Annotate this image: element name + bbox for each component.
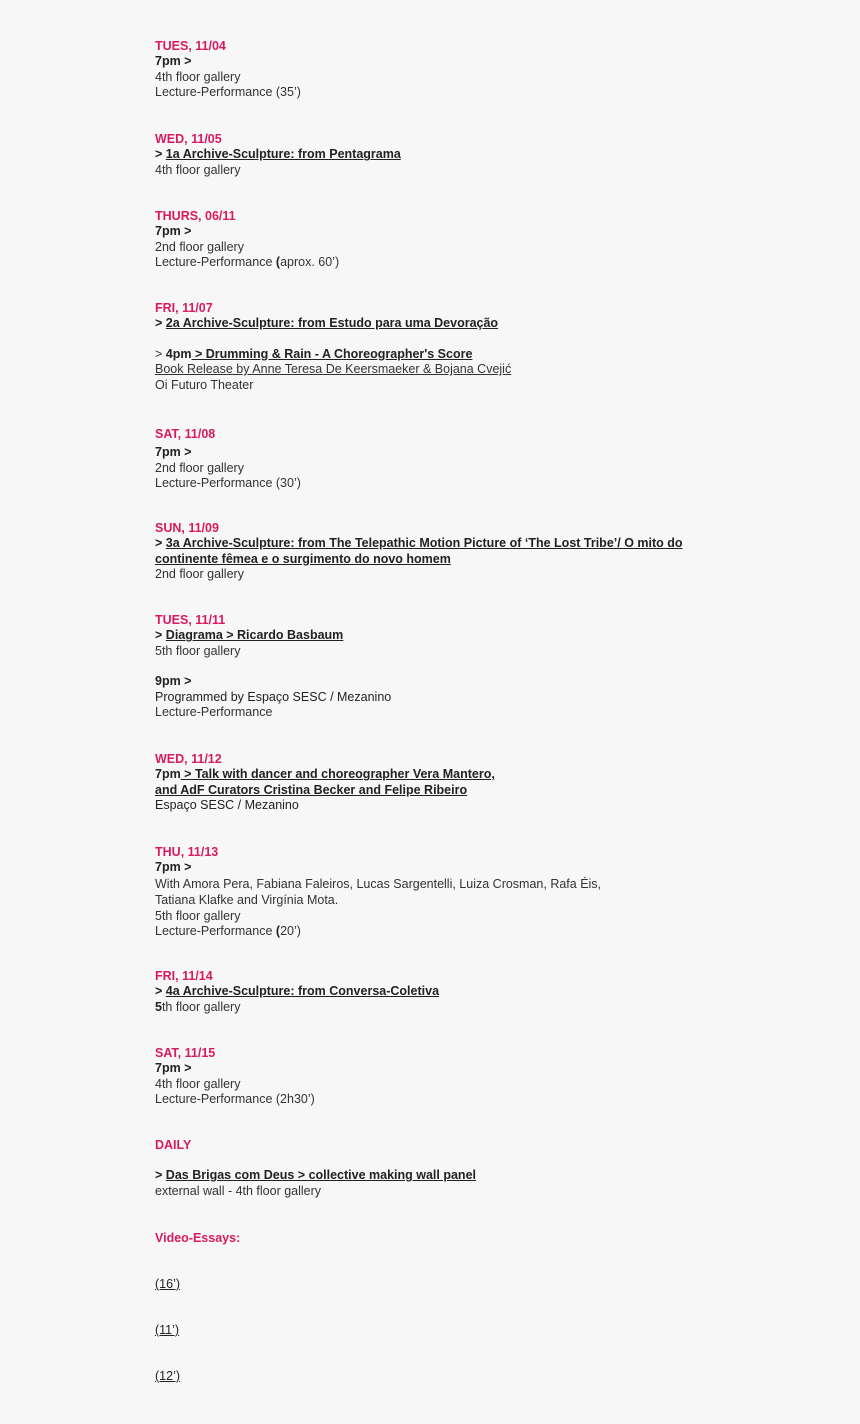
talk-link-cont[interactable]: and AdF Curators Cristina Becker and Felipe Ribeiro	[155, 782, 468, 797]
event-date: SUN, 11/09	[155, 521, 219, 535]
event-location: Oi Futuro Theater	[155, 377, 254, 392]
event-block	[155, 1046, 775, 1108]
event-time: 7pm >	[155, 445, 192, 460]
event-location: 2nd floor gallery	[155, 567, 244, 582]
event-date: SAT, 11/08	[155, 427, 216, 441]
event-date: FRI, 11/14	[155, 969, 213, 983]
daily-block	[155, 1138, 775, 1199]
video-item	[155, 1323, 775, 1338]
arrow: >	[155, 536, 163, 551]
daily-heading: DAILY	[155, 1138, 192, 1152]
event-time: 4pm	[165, 346, 192, 361]
event-location: 5th floor gallery	[155, 908, 241, 923]
event-time: 7pm >	[155, 54, 192, 69]
event-kind: Lecture-Performance (2h30’)	[155, 1092, 315, 1107]
video-item	[155, 1277, 775, 1292]
event-kind: Lecture-Performance (35’)	[155, 85, 301, 100]
programmed-by: Programmed by Espaço SESC / Mezanino	[155, 689, 392, 704]
event-link[interactable]: Diagrama > Ricardo Basbaum	[165, 628, 344, 643]
video-essay-link[interactable]: (12’)	[155, 1369, 181, 1383]
event-block	[155, 301, 775, 393]
event-block	[155, 969, 775, 1015]
event-location: 4th floor gallery	[155, 1076, 241, 1091]
talk-link[interactable]: > Talk with dancer and choreographer Vera Mantero,	[180, 767, 495, 782]
daily-link[interactable]: Das Brigas com Deus > collective making wall panel	[165, 1168, 476, 1183]
event-block	[155, 845, 775, 940]
book-link[interactable]: > Drumming & Rain - A Choreographer's Score	[191, 346, 473, 361]
event-location: Espaço SESC / Mezanino	[155, 798, 299, 813]
event-block	[155, 39, 775, 101]
event-time: 7pm	[155, 767, 181, 782]
event-block	[155, 521, 775, 583]
arrow: >	[155, 346, 163, 361]
event-link[interactable]: 1a Archive-Sculpture: from Pentagrama	[165, 147, 401, 162]
video-item	[155, 1369, 775, 1384]
video-essay-link[interactable]: (11’)	[155, 1323, 180, 1337]
event-date: FRI, 11/07	[155, 301, 213, 315]
event-kind: Lecture-Performance (aprox. 60’)	[155, 255, 340, 270]
event-link[interactable]: 3a Archive-Sculpture: from The Telepathic Motion Picture of ‘The Lost Tribe’/ O mito do	[165, 536, 683, 551]
arrow: >	[155, 628, 163, 643]
event-block	[155, 132, 775, 178]
event-date: THU, 11/13	[155, 845, 219, 859]
event-time: 7pm >	[155, 860, 192, 875]
event-date: TUES, 11/11	[155, 613, 226, 627]
event-location: 2nd floor gallery	[155, 460, 244, 475]
event-time: 7pm >	[155, 224, 192, 239]
arrow: >	[155, 1168, 163, 1183]
arrow: >	[155, 147, 163, 162]
event-kind: Lecture-Performance (20’)	[155, 924, 301, 939]
event-location: 4th floor gallery	[155, 69, 241, 84]
event-link[interactable]: 4a Archive-Sculpture: from Conversa-Coletiva	[165, 984, 440, 999]
event-date: SAT, 11/15	[155, 1046, 216, 1060]
event-participants-cont: Tatiana Klafke and Virgínia Mota.	[155, 893, 339, 908]
event-date: WED, 11/05	[155, 132, 222, 146]
event-link-cont[interactable]: continente fêmea e o surgimento do novo homem	[155, 551, 451, 566]
event-participants: With Amora Pera, Fabiana Faleiros, Lucas Sargentelli, Luiza Crosman, Rafa Éis,	[155, 876, 602, 891]
arrow: >	[155, 984, 163, 999]
video-essays-heading-wrap	[155, 1231, 775, 1246]
event-block	[155, 752, 775, 814]
event-date: THURS, 06/11	[155, 209, 236, 223]
event-location: 2nd floor gallery	[155, 239, 244, 254]
event-kind: Lecture-Performance	[155, 705, 273, 720]
event-date: WED, 11/12	[155, 752, 222, 766]
event-block	[155, 427, 775, 492]
arrow: >	[155, 316, 163, 331]
daily-location: external wall - 4th floor gallery	[155, 1183, 322, 1198]
video-essays-heading: Video-Essays:	[155, 1231, 241, 1245]
event-location: 5th floor gallery	[155, 999, 241, 1014]
event-location: 4th floor gallery	[155, 162, 241, 177]
event-location: 5th floor gallery	[155, 643, 241, 658]
book-release-link[interactable]: Book Release by Anne Teresa De Keersmaeker & Bojana Cvejić	[155, 362, 512, 377]
event-time: 9pm >	[155, 674, 192, 689]
event-date: TUES, 11/04	[155, 39, 226, 53]
event-link[interactable]: 2a Archive-Sculpture: from Estudo para uma Devoração	[165, 316, 499, 331]
event-kind: Lecture-Performance (30’)	[155, 476, 301, 491]
event-block	[155, 209, 775, 271]
video-essay-link[interactable]: (16’)	[155, 1277, 181, 1291]
event-time: 7pm >	[155, 1061, 192, 1076]
event-block	[155, 613, 775, 720]
